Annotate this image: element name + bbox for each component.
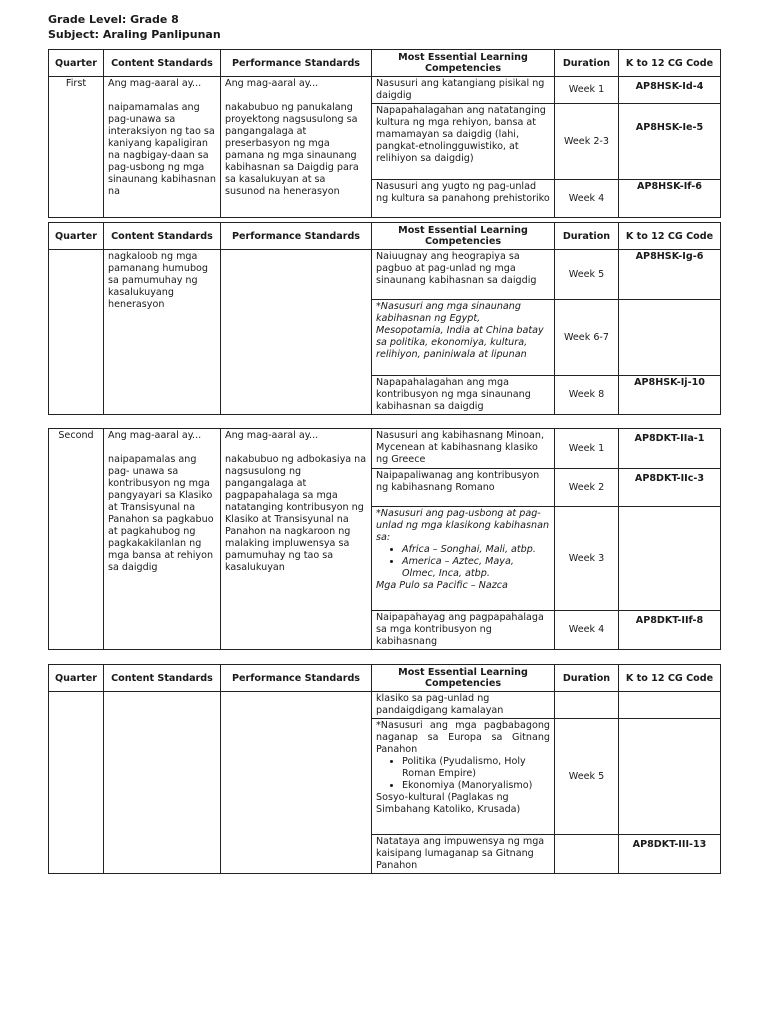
quarter-cell	[49, 250, 104, 415]
quarter-cell	[49, 692, 104, 874]
code-cell: AP8DKT-III-13	[619, 835, 721, 874]
duration-cell: Week 3	[555, 507, 619, 611]
duration-cell: Week 4	[555, 611, 619, 650]
code-cell	[619, 719, 721, 835]
melc-intro: *Nasusuri ang mga pagbabagong naganap sa Europa sa Gitnang Panahon	[376, 720, 550, 755]
code-cell	[619, 300, 721, 376]
duration-cell: Week 5	[555, 250, 619, 300]
col-quarter: Quarter	[49, 665, 104, 692]
list-item: • America – Aztec, Maya, Olmec, Inca, atbp.	[402, 556, 550, 580]
performance-text: nakabubuo ng adbokasiya na nagsusulong ng pangangalaga at pagpapahalaga sa mga natatanging kontribusyon ng Klasiko at Transisyunal na Panahon na nagkaroon ng malaking impluwensya sa pamumuhay ng tao sa kasalukuyan	[225, 454, 367, 573]
content-standards-cell	[104, 77, 221, 218]
code-cell: AP8DKT-IIa-1	[619, 429, 721, 469]
col-melc: Most Essential Learning Competencies	[372, 665, 555, 692]
curriculum-table-part-4	[48, 664, 721, 874]
col-cg-code: K to 12 CG Code	[619, 665, 721, 692]
duration-cell: Week 1	[555, 429, 619, 469]
performance-standards-cell	[221, 429, 372, 650]
table-row	[49, 429, 721, 469]
quarter-cell: Second	[49, 429, 104, 650]
grade-level-heading: Grade Level: Grade 8	[48, 13, 179, 26]
table-header-row	[49, 665, 721, 692]
content-text: naipapamalas ang pag- unawa sa kontribusyon ng mga pangyayari sa Klasiko at Transisyunal na Panahon sa pagkabuo at pagkahubog ng pagkakakilanlan ng mga bansa at rehiyon sa daigdig	[108, 454, 214, 573]
duration-cell: Week 2	[555, 469, 619, 507]
code-cell: AP8HSK-Ij-10	[619, 376, 721, 415]
list-item: • Politika (Pyudalismo, Holy Roman Empire)	[402, 756, 550, 780]
melc-cell: Nasusuri ang kabihasnang Minoan, Mycenean at kabihasnang klasiko ng Greece	[372, 429, 555, 469]
content-standards-cell	[104, 692, 221, 874]
melc-intro: *Nasusuri ang pag-usbong at pag-unlad ng mga klasikong kabihasnan sa:	[376, 508, 550, 543]
melc-cell: Naipapaliwanag ang kontribusyon ng kabihasnang Romano	[372, 469, 555, 507]
melc-cell: Nasusuri ang katangiang pisikal ng daigdig	[372, 77, 555, 104]
content-standards-cell	[104, 429, 221, 650]
performance-text: nakabubuo ng panukalang proyektong nagsusulong sa pangangalaga at preserbasyon ng mga pamana ng mga sinaunang kabihasnan sa Daigdig para sa kasalukuyan at sa susunod na henerasyon	[225, 102, 359, 197]
melc-tail: Mga Pulo sa Pacific – Nazca	[376, 580, 508, 591]
col-melc: Most Essential Learning Competencies	[372, 223, 555, 250]
col-content-standards: Content Standards	[104, 223, 221, 250]
melc-cell: *Nasusuri ang mga sinaunang kabihasnan ng Egypt, Mesopotamia, India at China batay sa politika, ekonomiya, kultura, relihiyon, paniniwala at lipunan	[372, 300, 555, 376]
code-cell	[619, 692, 721, 719]
melc-cell: Napapahalagahan ang mga kontribusyon ng mga sinaunang kabihasnan sa daigdig	[372, 376, 555, 415]
col-cg-code: K to 12 CG Code	[619, 50, 721, 77]
code-cell: AP8HSK-Ie-5	[619, 104, 721, 180]
melc-tail: Sosyo-kultural (Paglakas ng Simbahang Katoliko, Krusada)	[376, 792, 521, 815]
content-intro: Ang mag-aaral ay...	[108, 430, 202, 441]
melc-cell: Naipapahayag ang pagpapahalaga sa mga kontribusyon ng kabihasnang	[372, 611, 555, 650]
table-row	[49, 250, 721, 300]
melc-cell: Naiuugnay ang heograpiya sa pagbuo at pag-unlad ng mga sinaunang kabihasnan sa daigdig	[372, 250, 555, 300]
table-row	[49, 692, 721, 719]
melc-cell	[372, 719, 555, 835]
col-melc: Most Essential Learning Competencies	[372, 50, 555, 77]
table-header-row	[49, 223, 721, 250]
performance-standards-cell	[221, 250, 372, 415]
code-cell: AP8DKT-IIc-3	[619, 469, 721, 507]
col-performance-standards: Performance Standards	[221, 223, 372, 250]
duration-cell: Week 6-7	[555, 300, 619, 376]
curriculum-table-part-2	[48, 222, 721, 415]
code-cell: AP8HSK-Id-4	[619, 77, 721, 104]
table-header-row	[49, 50, 721, 77]
duration-cell: Week 2-3	[555, 104, 619, 180]
performance-standards-cell	[221, 77, 372, 218]
col-duration: Duration	[555, 665, 619, 692]
col-quarter: Quarter	[49, 223, 104, 250]
duration-cell: Week 8	[555, 376, 619, 415]
melc-cell: klasiko sa pag-unlad ng pandaigdigang kamalayan	[372, 692, 555, 719]
melc-cell: Natataya ang impuwensya ng mga kaisipang lumaganap sa Gitnang Panahon	[372, 835, 555, 874]
list-item: • Ekonomiya (Manoryalismo)	[402, 780, 550, 792]
melc-cell: Nasusuri ang yugto ng pag-unlad ng kultura sa panahong prehistoriko	[372, 180, 555, 218]
content-standards-cell: nagkaloob ng mga pamanang humubog sa pamumuhay ng kasalukuyang henerasyon	[104, 250, 221, 415]
curriculum-table-part-1	[48, 49, 721, 218]
code-cell: AP8DKT-IIf-8	[619, 611, 721, 650]
content-intro: Ang mag-aaral ay...	[108, 78, 202, 89]
quarter-cell: First	[49, 77, 104, 218]
performance-intro: Ang mag-aaral ay...	[225, 430, 319, 441]
col-content-standards: Content Standards	[104, 665, 221, 692]
duration-cell	[555, 692, 619, 719]
col-performance-standards: Performance Standards	[221, 665, 372, 692]
melc-cell: Napapahalagahan ang natatanging kultura ng mga rehiyon, bansa at mamamayan sa daigdig (lahi, pangkat-etnolingguwistiko, at relihiyon sa daigdig)	[372, 104, 555, 180]
col-quarter: Quarter	[49, 50, 104, 77]
duration-cell: Week 5	[555, 719, 619, 835]
col-cg-code: K to 12 CG Code	[619, 223, 721, 250]
duration-cell: Week 1	[555, 77, 619, 104]
list-item: • Africa – Songhai, Mali, atbp.	[402, 544, 550, 556]
content-text: naipamamalas ang pag-unawa sa interaksiyon ng tao sa kaniyang kapaligiran na nagbigay-daan sa pag-usbong ng mga sinaunang kabihasnan na	[108, 102, 216, 197]
subject-heading: Subject: Araling Panlipunan	[48, 28, 221, 41]
duration-cell	[555, 835, 619, 874]
performance-intro: Ang mag-aaral ay...	[225, 78, 319, 89]
duration-cell: Week 4	[555, 180, 619, 218]
performance-standards-cell	[221, 692, 372, 874]
code-cell: AP8HSK-Ig-6	[619, 250, 721, 300]
table-row	[49, 77, 721, 104]
col-duration: Duration	[555, 50, 619, 77]
curriculum-table-part-3	[48, 428, 721, 650]
code-cell: AP8HSK-If-6	[619, 180, 721, 218]
col-content-standards: Content Standards	[104, 50, 221, 77]
col-duration: Duration	[555, 223, 619, 250]
col-performance-standards: Performance Standards	[221, 50, 372, 77]
code-cell	[619, 507, 721, 611]
melc-cell	[372, 507, 555, 611]
